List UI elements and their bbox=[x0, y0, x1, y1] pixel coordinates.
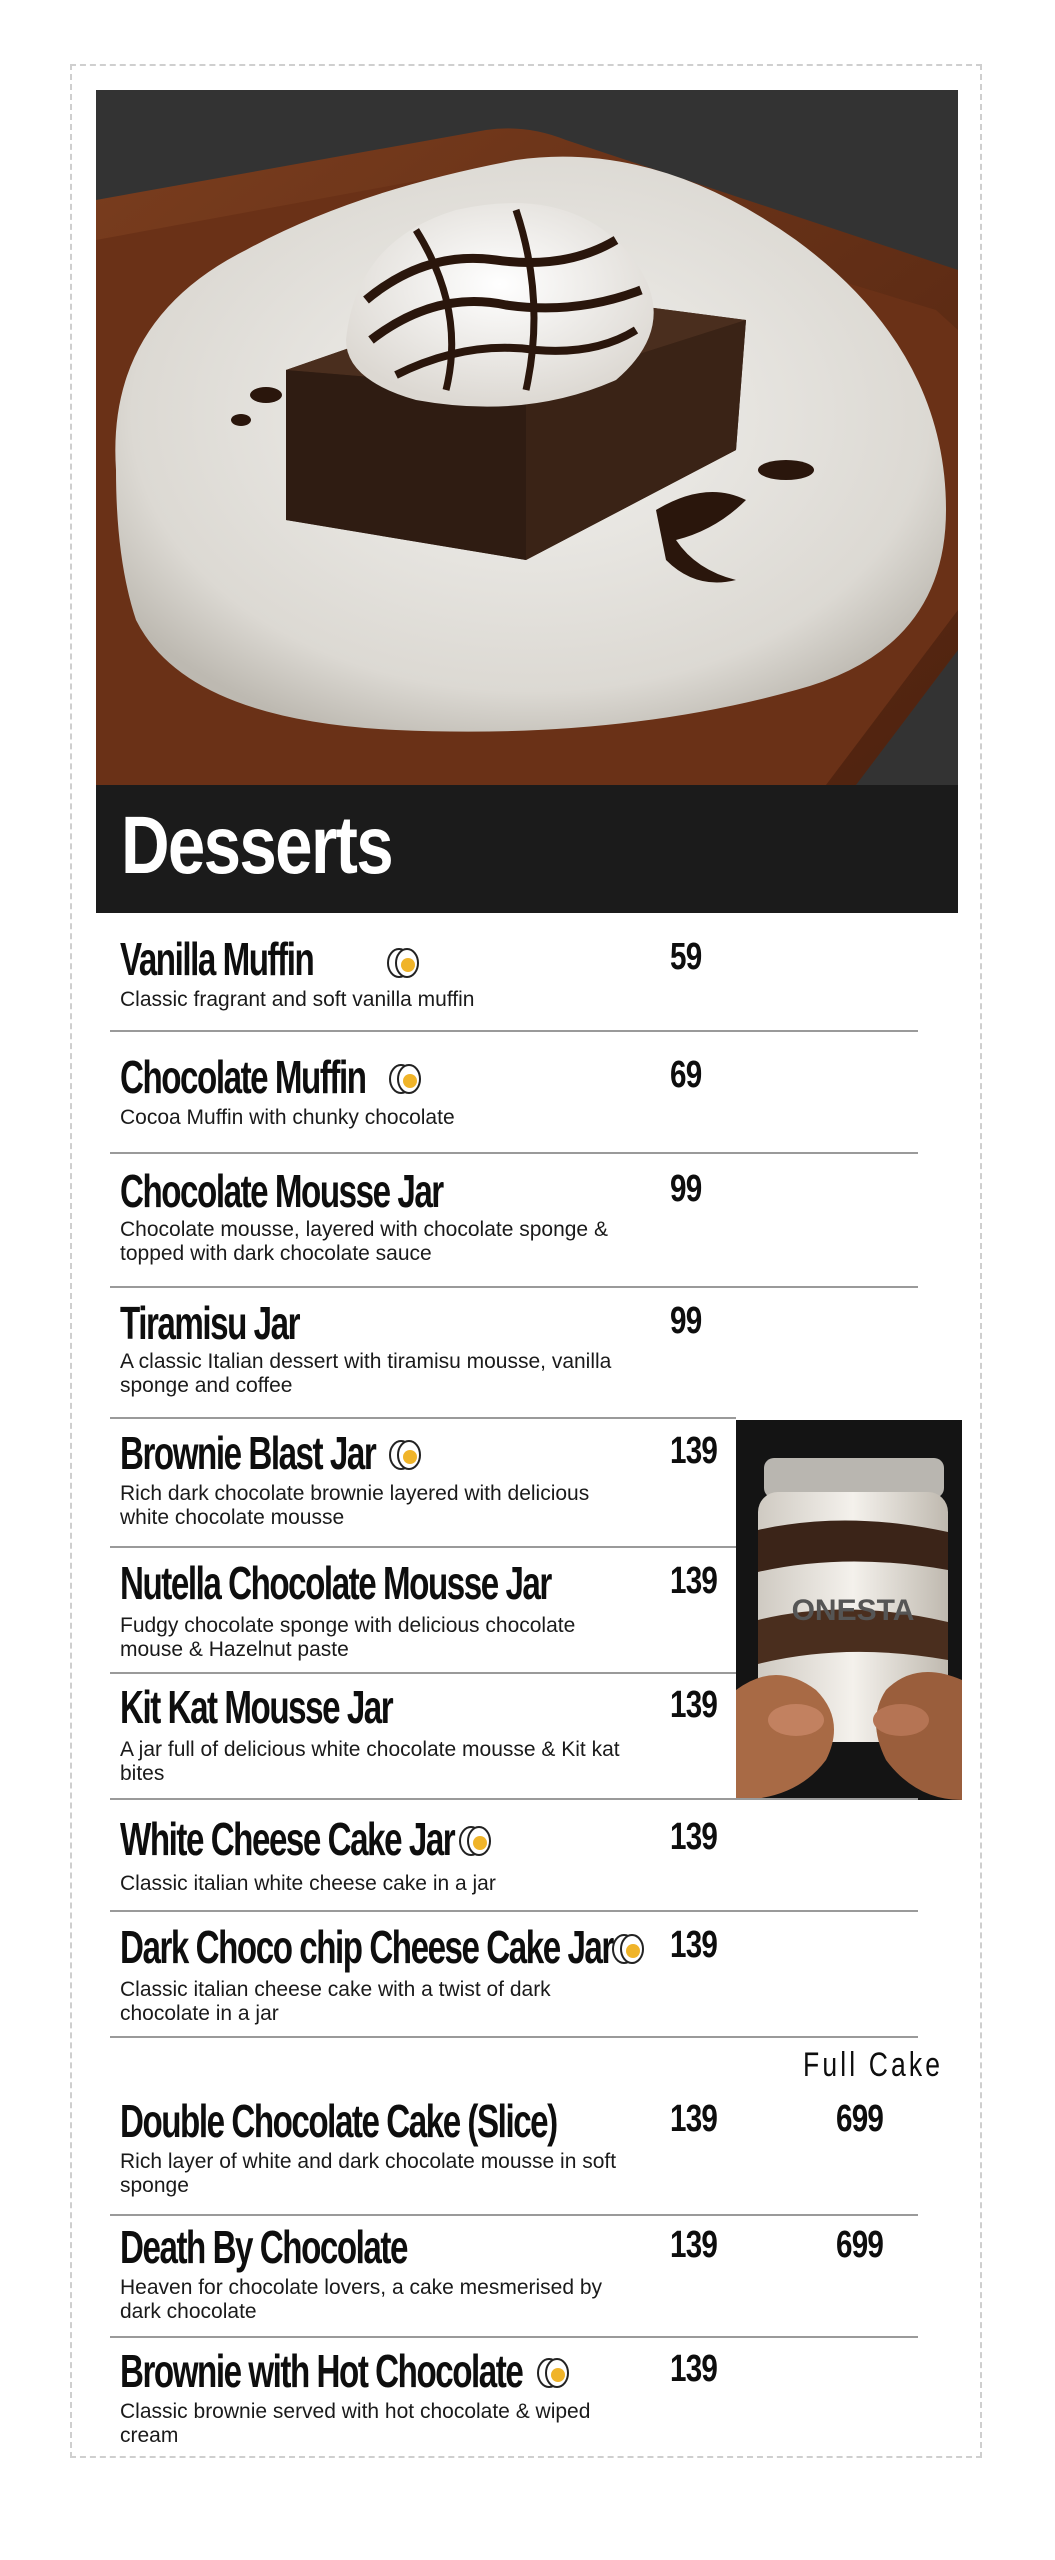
item-name: Vanilla Muffin bbox=[120, 933, 314, 985]
item-name: Dark Choco chip Cheese Cake Jar bbox=[120, 1921, 613, 1973]
item-divider bbox=[110, 1417, 736, 1419]
item-name: Tiramisu Jar bbox=[120, 1297, 300, 1349]
item-price: 139 bbox=[670, 1924, 718, 1966]
item-divider bbox=[110, 2336, 918, 2338]
item-full-cake-price: 699 bbox=[836, 2098, 884, 2140]
item-name: Chocolate Muffin bbox=[120, 1051, 366, 1103]
item-price: 99 bbox=[670, 1300, 702, 1342]
egg-icon bbox=[387, 1436, 423, 1472]
item-name: Brownie Blast Jar bbox=[120, 1427, 376, 1479]
item-divider bbox=[110, 1546, 736, 1548]
item-description: Classic italian white cheese cake in a jar bbox=[120, 1872, 496, 1895]
item-name: Kit Kat Mousse Jar bbox=[120, 1681, 393, 1733]
item-divider bbox=[110, 1798, 918, 1800]
item-price: 139 bbox=[670, 1430, 718, 1472]
item-name: Nutella Chocolate Mousse Jar bbox=[120, 1557, 551, 1609]
section-title: Desserts bbox=[121, 800, 392, 891]
full-cake-header: Full Cake bbox=[803, 2046, 944, 2084]
item-divider bbox=[110, 1910, 918, 1912]
item-description: Classic brownie served with hot chocolate & wiped cream bbox=[120, 2400, 591, 2447]
item-name: Double Chocolate Cake (Slice) bbox=[120, 2095, 557, 2147]
item-description: Fudgy chocolate sponge with delicious chocolate mouse & Hazelnut paste bbox=[120, 1614, 576, 1661]
item-description: Rich layer of white and dark chocolate mousse in soft sponge bbox=[120, 2150, 617, 2197]
item-description: A classic Italian dessert with tiramisu mousse, vanilla sponge and coffee bbox=[120, 1350, 612, 1397]
item-description: A jar full of delicious white chocolate mousse & Kit kat bites bbox=[120, 1738, 620, 1785]
egg-icon bbox=[385, 944, 421, 980]
item-price: 69 bbox=[670, 1054, 702, 1096]
item-divider bbox=[110, 1286, 918, 1288]
egg-icon bbox=[457, 1822, 493, 1858]
item-name: Chocolate Mousse Jar bbox=[120, 1165, 443, 1217]
item-divider bbox=[110, 1672, 736, 1674]
item-price: 139 bbox=[670, 2348, 718, 2390]
item-divider bbox=[110, 2036, 918, 2038]
item-name: Death By Chocolate bbox=[120, 2221, 407, 2273]
item-price: 139 bbox=[670, 2224, 718, 2266]
item-description: Classic fragrant and soft vanilla muffin bbox=[120, 988, 475, 1011]
item-name: White Cheese Cake Jar bbox=[120, 1813, 455, 1865]
egg-icon bbox=[387, 1060, 423, 1096]
item-description: Cocoa Muffin with chunky chocolate bbox=[120, 1106, 455, 1129]
item-divider bbox=[110, 1030, 918, 1032]
jar-brand-text: ONESTA bbox=[791, 1594, 915, 1627]
item-description: Classic italian cheese cake with a twist of dark chocolate in a jar bbox=[120, 1978, 551, 2025]
item-divider bbox=[110, 1152, 918, 1154]
item-price: 139 bbox=[670, 1816, 718, 1858]
item-divider bbox=[110, 2214, 918, 2216]
item-name: Brownie with Hot Chocolate bbox=[120, 2345, 523, 2397]
item-price: 139 bbox=[670, 1684, 718, 1726]
item-full-cake-price: 699 bbox=[836, 2224, 884, 2266]
item-price: 59 bbox=[670, 936, 702, 978]
item-price: 99 bbox=[670, 1168, 702, 1210]
egg-icon bbox=[610, 1930, 646, 1966]
item-price: 139 bbox=[670, 1560, 718, 1602]
item-description: Heaven for chocolate lovers, a cake mesmerised by dark chocolate bbox=[120, 2276, 603, 2323]
item-price: 139 bbox=[670, 2098, 718, 2140]
item-description: Rich dark chocolate brownie layered with delicious white chocolate mousse bbox=[120, 1482, 590, 1529]
item-description: Chocolate mousse, layered with chocolate sponge & topped with dark chocolate sauce bbox=[120, 1218, 608, 1265]
egg-icon bbox=[535, 2354, 571, 2390]
